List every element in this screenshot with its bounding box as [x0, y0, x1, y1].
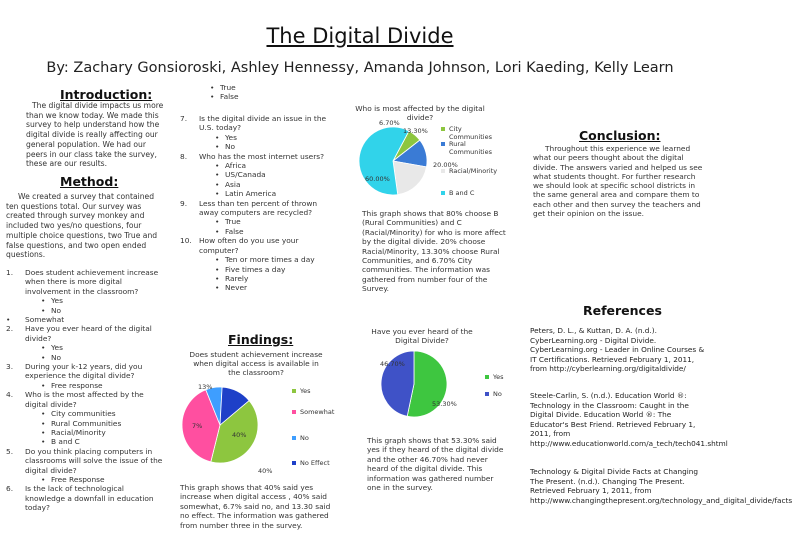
question-number: 1.	[6, 268, 14, 277]
introduction-text: The digital divide impacts us more than we know today. We made this survey to help understand how the digital divide is really affecting our general population. We had our peers in our class take the survey, these are our results.	[26, 101, 164, 169]
chart-title: Who is most affected by the digital divide?	[355, 104, 485, 123]
question-option: • No	[25, 306, 166, 315]
authors-line: By: Zachary Gonsioroski, Ashley Hennessy, Amanda Johnson, Lori Kaeding, Kelly Learn	[46, 60, 674, 76]
question-number: 6.	[6, 484, 14, 494]
question-number: 5.	[6, 446, 14, 456]
question-text: Less than ten percent of thrown away computers are recycled?	[199, 198, 318, 218]
legend-swatch	[441, 142, 445, 146]
survey-question	[180, 152, 330, 199]
question-text: Does student achievement increase when there is more digital involvement in the classroom?	[25, 268, 159, 296]
affected-pie-chart	[355, 119, 520, 198]
pie-data-label: 7%	[192, 422, 203, 430]
question-option: • Latin America	[199, 189, 330, 198]
question-text: Is the digital divide an issue in the U.S. today?	[199, 114, 327, 133]
question-option: • False	[194, 92, 334, 101]
findings-caption: This graph shows that 40% said yes increase when digital access , 40% said somewhat, 6.7% said no, and 13.30 said no effect. The information was gathered from number three in the survey.	[180, 483, 331, 530]
legend-label: Rural Communities	[449, 140, 492, 156]
question-option: • True	[199, 217, 330, 226]
survey-question	[180, 114, 330, 152]
legend-swatch	[292, 410, 296, 414]
heard-pie-chart	[362, 347, 512, 422]
reference-item: Steele-Carlin, S. (n.d.). Education World ®: Technology in the Classroom: Caught in the Digital Divide. Education World ®: The Educator's Best Friend. Retrieved February 1, 2011, from http://www.educationworld.com/a_tech/tech041.shtml	[530, 391, 728, 448]
question-option: • True	[194, 83, 334, 92]
method-text: We created a survey that contained ten questions total. Our survey was created through survey monkey and included two yes/no questions, four multiple choice questions, two True and false questions, and two open ended questions.	[6, 192, 158, 260]
legend-label: No	[300, 434, 309, 442]
question-option: • False	[199, 227, 330, 236]
chart-title: Does student achievement increase when digital access is available in the classroom?	[189, 350, 323, 378]
question-text: Is the lack of technological knowledge a downfall in education today?	[25, 484, 154, 513]
heard-caption: This graph shows that 53.30% said yes if they heard of the digital divide and the other 46.70% had never heard of the digital divide. This information was gathered number one in the survey.	[367, 436, 504, 493]
survey-question	[6, 362, 166, 390]
chart-title: Have you ever heard of the Digital Divide?	[371, 327, 473, 346]
reference-item: Technology & Digital Divide Facts at Changing The Present. (n.d.). Changing The Present. Retrieved February 1, 2011, from http://www.changingthepresent.org/technology_and_digital_divide/facts	[530, 467, 792, 505]
question-option: • No	[25, 353, 166, 362]
question-option: • Yes	[25, 343, 166, 352]
survey-questions-mid	[180, 114, 330, 293]
question-text: How often do you use your computer?	[199, 236, 299, 255]
legend-label: Racial/Minority	[449, 167, 498, 175]
question-option: • No	[199, 142, 330, 151]
question-option: • Asia	[199, 180, 330, 189]
question-number: 3.	[6, 362, 14, 372]
question-number: 7.	[180, 114, 188, 123]
legend-label: No Effect	[300, 459, 330, 467]
references-heading: References	[583, 303, 662, 318]
question-text: Somewhat	[25, 315, 65, 325]
pie-data-label: 46.70%	[380, 360, 405, 368]
survey-question	[6, 447, 166, 485]
question-option: • Racial/Minority	[25, 428, 166, 437]
pie-data-label: 13.30%	[403, 127, 428, 135]
legend-label: Yes	[300, 387, 311, 395]
pie-slice	[393, 161, 426, 195]
conclusion-heading: Conclusion:	[579, 128, 661, 143]
reference-item: Peters, D. L., & Kuttan, D. A. (n.d.). CyberLearning.org - Digital Divide. CyberLearning.org - Leader in Online Courses & IT Certifications. Retrieved February 1, 2011, from http://cyberlearning.org/digitaldivide/	[530, 326, 705, 373]
survey-question	[6, 390, 166, 446]
pie-data-label: 13%	[198, 383, 213, 391]
legend-swatch	[292, 389, 296, 393]
survey-question	[6, 315, 166, 324]
findings-heading: Findings:	[228, 332, 294, 347]
survey-question	[6, 268, 166, 315]
legend-swatch	[292, 461, 296, 465]
question-text: Have you ever heard of the digital divide?	[25, 324, 152, 343]
survey-question	[6, 484, 166, 512]
achievement-pie-chart	[180, 380, 340, 475]
question-option: • Rarely	[199, 274, 330, 283]
pie-data-label: 40%	[232, 431, 247, 439]
legend-swatch	[441, 191, 445, 195]
question-text: Who has the most internet users?	[199, 151, 325, 161]
question-option: • Free Response	[25, 475, 166, 484]
legend-swatch	[441, 169, 445, 173]
pie-data-label: 40%	[258, 467, 273, 475]
question-number: 2.	[6, 324, 14, 334]
survey-question	[180, 199, 330, 237]
survey-questions-left	[6, 268, 166, 513]
question-number: •	[6, 315, 11, 325]
affected-caption: This graph shows that 80% choose B (Rural Communities) and C (Racial/Minority) for who is more affect by the digital divide. 20% choose Racial/Minority, 13.30% choose Rural Communities, and 6.70% City communities. The information was gathered from number four of the Survey.	[362, 209, 506, 294]
question-text: During your k-12 years, did you experience the digital divide?	[25, 362, 143, 381]
question-option: • Five times a day	[199, 265, 330, 274]
legend-label: Yes	[493, 373, 504, 381]
question-option: • Free response	[25, 381, 166, 390]
question-text: Do you think placing computers in classrooms will solve the issue of the digital divide?	[25, 446, 163, 475]
pie-data-label: 6.70%	[379, 119, 400, 127]
poster-title: The Digital Divide	[266, 24, 454, 48]
question-option: • Africa	[199, 161, 330, 170]
pie-data-label: 60.00%	[365, 175, 390, 183]
legend-swatch	[485, 375, 489, 379]
question-number: 4.	[6, 390, 14, 400]
survey-options-top	[194, 83, 334, 102]
question-option: • Never	[199, 283, 330, 292]
question-number: 10.	[180, 236, 192, 246]
pie-data-label: 20.00%	[433, 161, 458, 169]
legend-swatch	[485, 392, 489, 396]
introduction-heading: Introduction:	[60, 87, 153, 102]
survey-question	[6, 324, 166, 362]
legend-label: B and C	[449, 189, 475, 197]
question-option: • City communities	[25, 409, 166, 418]
survey-question	[180, 236, 330, 292]
question-option: • Yes	[25, 296, 166, 305]
conclusion-text: Throughout this experience we learned what our peers thought about the digital divide. The answers varied and helped us see what students thought. For further research we should look at specific school districts in the same general area and compare them to each other and then survey the teachers and get their opinion on the issue.	[533, 144, 703, 219]
question-option: • Ten or more times a day	[199, 255, 330, 264]
method-heading: Method:	[60, 174, 119, 189]
legend-label: No	[493, 390, 502, 398]
legend-swatch	[292, 436, 296, 440]
legend-label: City Communities	[449, 125, 492, 141]
pie-svg	[362, 347, 512, 422]
question-text: Who is the most affected by the digital divide?	[25, 390, 144, 409]
pie-data-label: 53.30%	[432, 400, 457, 408]
question-option: • Rural Communities	[25, 419, 166, 428]
question-option: • B and C	[25, 437, 166, 446]
question-number: 8.	[180, 151, 188, 161]
references-list	[530, 326, 792, 505]
question-number: 9.	[180, 198, 188, 208]
question-option: • US/Canada	[199, 170, 330, 179]
pie-svg	[180, 380, 340, 470]
legend-swatch	[441, 127, 445, 131]
legend-label: Somewhat	[300, 408, 335, 416]
question-option: • Yes	[199, 133, 330, 142]
